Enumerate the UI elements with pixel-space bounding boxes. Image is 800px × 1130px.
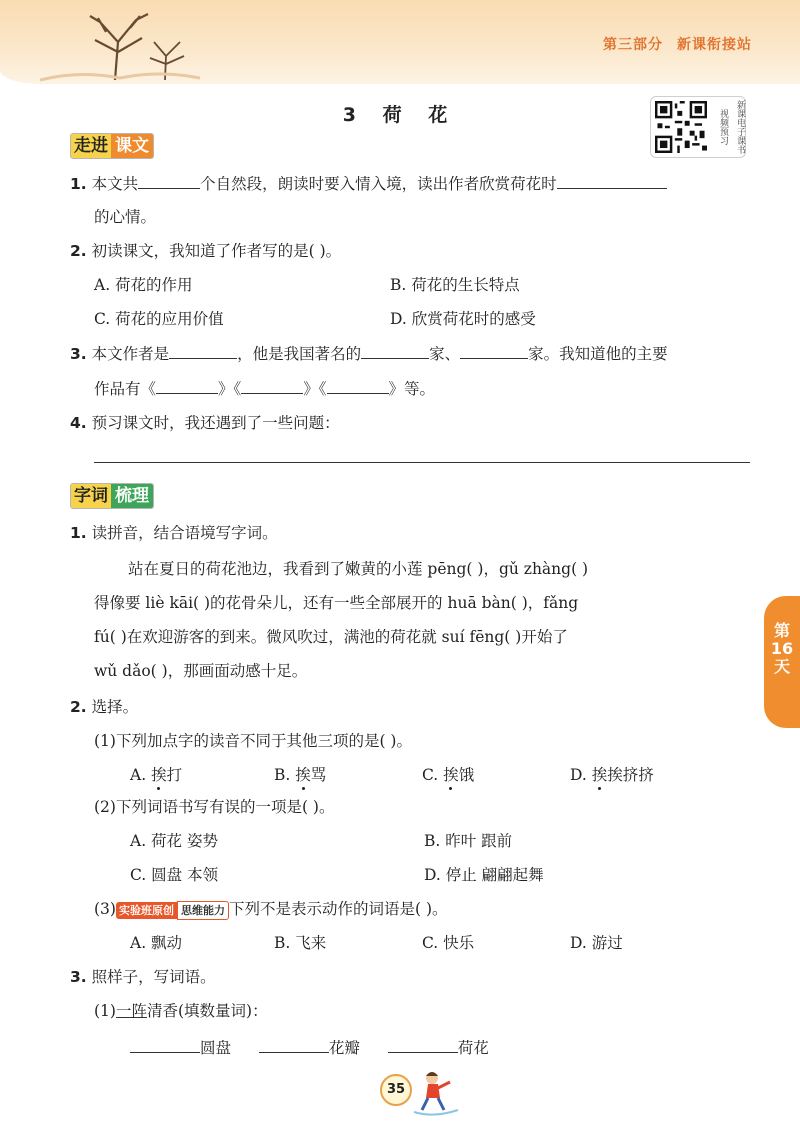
fill-item: 荷花 <box>457 1039 489 1057</box>
qr-code-box[interactable] <box>650 96 746 158</box>
dotted-char: 挨 <box>151 766 167 784</box>
dotted-char: 挨 <box>591 766 608 784</box>
words-question-1 <box>70 522 278 544</box>
words-question-2 <box>70 696 138 718</box>
option-b[interactable] <box>274 764 326 786</box>
question-text: 家、 <box>429 345 461 363</box>
section-head-part-a: 走进 <box>71 134 111 158</box>
qr-caption-col1: 视频预习 <box>718 109 728 145</box>
answer-line[interactable] <box>94 462 750 463</box>
question-text: 本文作者是 <box>91 345 170 363</box>
section-head-words <box>70 483 154 509</box>
section-label <box>603 34 752 54</box>
question-number: 4. <box>70 414 87 432</box>
day-tab-number: 16 <box>770 639 794 658</box>
day-tab-char: 天 <box>773 657 790 676</box>
fill-item: 圆盘 <box>200 1039 232 1057</box>
question-number: 1. <box>70 524 87 542</box>
answer-blank[interactable] <box>169 342 237 359</box>
question-text: 家。我知道他的主要 <box>528 345 668 363</box>
qr-caption-col2: 新课电子课书 <box>735 100 745 154</box>
answer-blank[interactable] <box>460 342 528 359</box>
section-name: 第三部分 <box>603 37 663 53</box>
option-c[interactable] <box>422 764 474 786</box>
question-number: 2. <box>70 698 87 716</box>
section-head-intro <box>70 133 154 159</box>
question-text: 清香(填数量词)： <box>146 1002 268 1020</box>
question-4 <box>70 412 340 434</box>
dotted-char: 挨 <box>443 766 459 784</box>
question-1-cont <box>94 206 156 228</box>
option-text: 骂 <box>310 766 327 784</box>
question-text: 预习课文时，我还遇到了一些问题： <box>91 414 340 432</box>
sub-question-3 <box>94 898 448 920</box>
answer-blank[interactable] <box>557 172 667 189</box>
question-text: 下列不是表示动作的词语是( )。 <box>228 900 448 918</box>
answer-blank[interactable] <box>388 1036 458 1053</box>
question-text: 个自然段，朗读时要入情入境，读出作者欣赏荷花时 <box>200 175 557 193</box>
sub-question-1: (1)下列加点字的读音不同于其他三项的是( )。 <box>94 732 412 750</box>
qr-code-icon <box>655 101 707 153</box>
lesson-title: 3 荷 花 <box>342 104 458 126</box>
passage-line: 站在夏日的荷花池边，我看到了嫩黄的小莲 pēng( )，gǔ zhàng( ) <box>128 560 589 578</box>
tree-illustration <box>40 12 200 82</box>
question-text: 作品有《 <box>94 380 157 398</box>
option-b[interactable]: B. 昨叶 跟前 <box>424 832 513 850</box>
option-d[interactable]: D. 停止 翩翩起舞 <box>424 866 544 884</box>
option-a[interactable]: A. 荷花的作用 <box>94 276 193 294</box>
option-c[interactable]: C. 圆盘 本领 <box>130 866 219 884</box>
answer-blank[interactable] <box>138 172 200 189</box>
option-d[interactable]: D. 欣赏荷花时的感受 <box>390 310 536 328</box>
question-text: ，他是我国著名的 <box>237 345 362 363</box>
words-question-3 <box>70 966 216 988</box>
question-text: 本文共 <box>91 175 139 193</box>
example-word: 一阵 <box>115 1002 147 1020</box>
sub-question-2: (2)下列词语书写有误的一项是( )。 <box>94 798 335 816</box>
option-a[interactable]: A. 飘动 <box>130 934 183 952</box>
page-number: 35 <box>380 1074 412 1106</box>
day-tab-char: 第 <box>773 621 790 640</box>
answer-blank[interactable] <box>241 377 303 394</box>
day-tab <box>764 596 800 728</box>
section-head-part-b: 梳理 <box>111 484 153 508</box>
option-a[interactable]: A. 荷花 姿势 <box>130 832 218 850</box>
page-footer <box>380 1068 470 1118</box>
fill-item: 花瓣 <box>328 1039 360 1057</box>
passage-line: fú( )在欢迎游客的到来。微风吹过，满池的荷花就 suí fēng( )开始了 <box>94 628 568 646</box>
sub-question-number: (3) <box>94 900 116 918</box>
answer-blank[interactable] <box>130 1036 200 1053</box>
question-number: 3. <box>70 968 87 986</box>
question-text: 》等。 <box>388 380 436 398</box>
option-a[interactable] <box>130 764 182 786</box>
option-d[interactable]: D. 游过 <box>570 934 623 952</box>
sub-question-number: (1) <box>94 1002 116 1020</box>
option-text: 饿 <box>458 766 475 784</box>
tag-skill: 思维能力 <box>177 901 229 920</box>
option-c[interactable]: C. 荷花的应用价值 <box>94 310 224 328</box>
answer-blank[interactable] <box>361 342 429 359</box>
section-head-part-a: 字词 <box>71 484 111 508</box>
question-text: 读拼音，结合语境写字词。 <box>91 524 278 542</box>
passage-line: wǔ dǎo( )，那画面动感十足。 <box>94 662 308 680</box>
question-text: 》《 <box>218 380 242 398</box>
sub-question-1 <box>94 1000 268 1022</box>
question-3 <box>70 342 668 365</box>
question-text: 照样子，写词语。 <box>91 968 216 986</box>
passage-line: 得像要 liè kāi( )的花骨朵儿，还有一些全部展开的 huā bàn( )，fǎng <box>94 594 579 612</box>
question-text: 选择。 <box>91 698 139 716</box>
section-head-part-b: 课文 <box>111 134 153 158</box>
question-number: 3. <box>70 345 87 363</box>
option-b[interactable]: B. 荷花的生长特点 <box>390 276 520 294</box>
answer-blank[interactable] <box>156 377 218 394</box>
option-label: C. <box>422 766 444 784</box>
question-1 <box>70 172 667 195</box>
question-number: 1. <box>70 175 87 193</box>
qr-caption <box>711 100 745 154</box>
option-text: 打 <box>166 766 183 784</box>
option-label: A. <box>130 766 152 784</box>
option-c[interactable]: C. 快乐 <box>422 934 475 952</box>
answer-blank[interactable] <box>259 1036 329 1053</box>
question-text: 》《 <box>303 380 327 398</box>
fill-row <box>130 1036 489 1059</box>
tag-original: 实验班原创 <box>116 902 177 919</box>
option-d[interactable] <box>570 764 654 786</box>
question-3-cont <box>94 377 435 400</box>
option-label: D. <box>570 766 592 784</box>
question-text: 初读课文，我知道了作者写的是( )。 <box>91 242 342 260</box>
option-text: 挨挤挤 <box>607 766 654 784</box>
question-number: 2. <box>70 242 87 260</box>
question-2 <box>70 240 341 262</box>
answer-blank[interactable] <box>327 377 389 394</box>
question-text: 的心情。 <box>94 208 157 226</box>
dotted-char: 挨 <box>295 766 311 784</box>
column-name: 新课衔接站 <box>677 37 752 53</box>
option-b[interactable]: B. 飞来 <box>274 934 327 952</box>
option-label: B. <box>274 766 296 784</box>
skater-illustration <box>410 1068 462 1118</box>
